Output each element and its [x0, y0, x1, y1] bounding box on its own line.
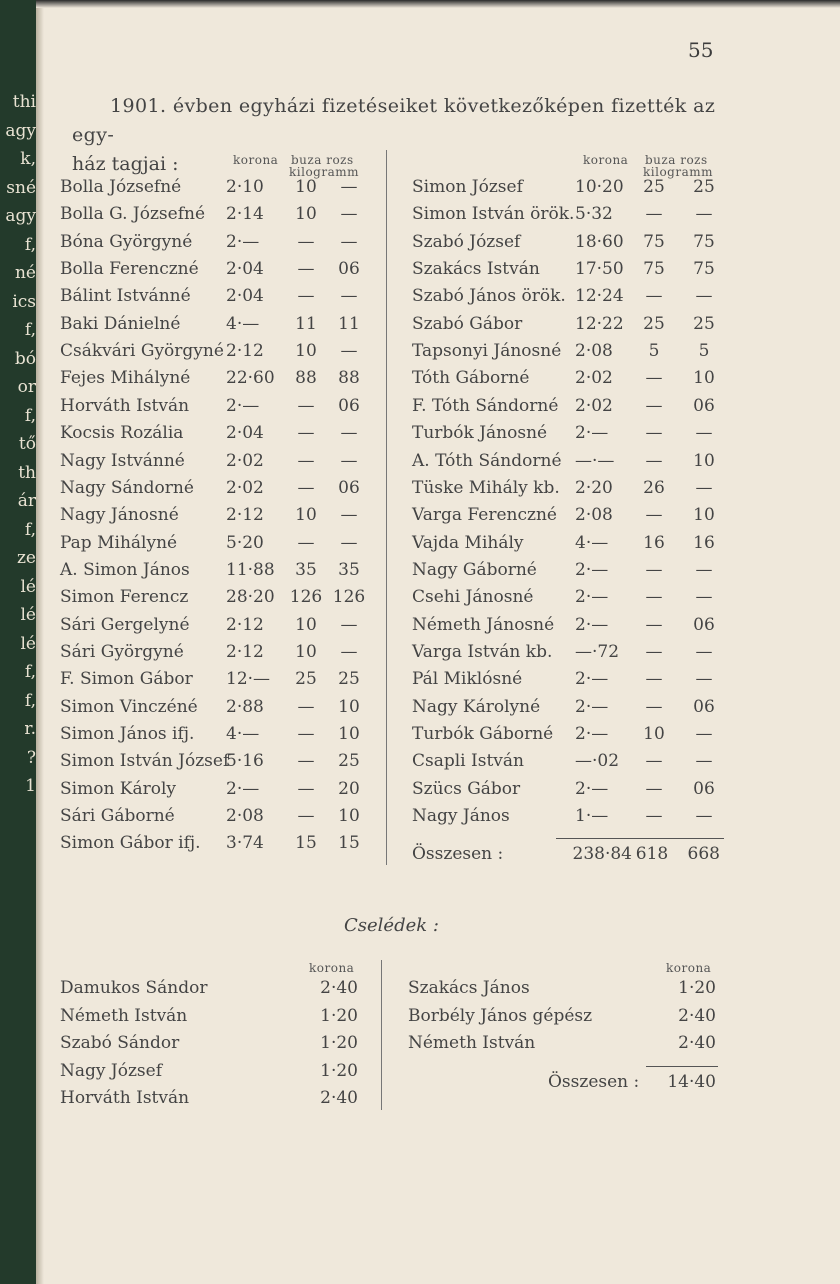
- buza-value: 15: [295, 833, 317, 854]
- rozs-value: —: [340, 505, 358, 526]
- intro-line: ház tagjai :: [72, 153, 179, 175]
- buza-value: 10: [295, 614, 317, 635]
- rozs-value: —: [695, 286, 713, 307]
- buza-value: —: [297, 231, 315, 252]
- korona-value: 1·—: [575, 806, 609, 827]
- contributor-name: Turbók Gáborné: [412, 724, 554, 744]
- rozs-value: 75: [693, 231, 715, 252]
- servant-korona: 1·20: [320, 1060, 358, 1081]
- rozs-value: —: [695, 587, 713, 608]
- servant-name: Szakács János: [408, 978, 530, 998]
- contributor-name: Vajda Mihály: [412, 532, 524, 553]
- margin-fragment: f,: [24, 320, 36, 340]
- buza-value: 26: [643, 477, 665, 498]
- rozs-value: 126: [332, 587, 366, 608]
- rozs-value: 06: [338, 395, 360, 416]
- rozs-value: —: [340, 532, 358, 553]
- contributor-name: Szabó János örök.: [412, 286, 566, 307]
- buza-value: —: [297, 696, 315, 717]
- korona-value: 18·60: [575, 231, 624, 252]
- rozs-value: 75: [693, 259, 715, 280]
- servants-total-rule: [646, 1066, 718, 1067]
- servants-column-header: korona: [309, 961, 355, 975]
- buza-value: 25: [643, 313, 665, 334]
- contributor-name: Varga István kb.: [412, 641, 553, 662]
- korona-value: 2·14: [226, 204, 264, 225]
- korona-value: 2·—: [575, 724, 609, 744]
- buza-value: 11: [295, 313, 317, 334]
- buza-value: —: [645, 286, 663, 307]
- buza-value: 10: [295, 177, 317, 197]
- margin-fragment: lé: [20, 605, 36, 625]
- servant-name: Szabó Sándor: [60, 1033, 180, 1053]
- contributor-name: Nagy János: [412, 806, 510, 827]
- buza-value: —: [645, 669, 663, 690]
- buza-value: —: [645, 587, 663, 608]
- buza-value: —: [645, 204, 663, 225]
- rozs-value: —: [695, 423, 713, 444]
- servant-korona: 2·40: [678, 1033, 716, 1053]
- buza-value: —: [645, 395, 663, 416]
- total-korona: 238·84: [572, 844, 632, 864]
- korona-value: 2·12: [226, 614, 264, 635]
- rozs-value: —: [340, 231, 358, 252]
- korona-value: 2·—: [575, 669, 609, 690]
- buza-value: —: [297, 286, 315, 307]
- margin-fragment: or: [17, 377, 36, 397]
- total-rozs: 668: [687, 844, 720, 864]
- buza-value: 25: [295, 669, 317, 690]
- page-top-edge: [36, 0, 840, 8]
- servant-name: Nagy József: [60, 1060, 162, 1081]
- buza-value: 126: [289, 587, 323, 608]
- rozs-value: 10: [338, 806, 360, 827]
- buza-value: —: [297, 778, 315, 799]
- contributor-name: Bálint Istvánné: [60, 286, 191, 307]
- korona-value: 10·20: [575, 177, 624, 197]
- rozs-value: 10: [338, 724, 360, 744]
- contributor-name: Sári Gáborné: [60, 806, 175, 827]
- buza-value: 75: [643, 259, 665, 280]
- rozs-value: 10: [338, 696, 360, 717]
- rozs-value: 5: [698, 341, 710, 362]
- rozs-value: 25: [693, 177, 715, 197]
- buza-value: 10: [643, 724, 665, 744]
- rozs-value: —: [340, 641, 358, 662]
- column-header-kilogramm: kilogramm: [289, 165, 360, 179]
- servant-korona: 2·40: [320, 978, 358, 998]
- korona-value: 4·—: [575, 532, 609, 553]
- buza-value: —: [645, 559, 663, 580]
- margin-fragment: sné: [6, 177, 36, 198]
- contributor-name: Tóth Gáborné: [412, 368, 530, 389]
- intro-line: 1901. évben egyházi fizetéseiket következőképen fizették az egy-: [72, 95, 716, 146]
- korona-value: 2·08: [575, 341, 613, 362]
- rozs-value: —: [695, 751, 713, 772]
- servant-korona: 2·40: [320, 1088, 358, 1108]
- korona-value: 2·—: [575, 696, 609, 717]
- contributor-name: Sári Gergelyné: [60, 614, 190, 635]
- servant-korona: 1·20: [320, 1033, 358, 1053]
- korona-value: —·—: [575, 450, 615, 471]
- margin-fragment: agy: [5, 206, 36, 226]
- contributor-name: Bolla Józsefné: [60, 177, 182, 197]
- column-divider: [386, 150, 387, 865]
- buza-value: —: [645, 778, 663, 799]
- rozs-value: 25: [338, 751, 360, 772]
- buza-value: —: [297, 423, 315, 444]
- rozs-value: 06: [693, 778, 715, 799]
- korona-value: 2·88: [226, 696, 264, 717]
- total-label: Összesen :: [412, 844, 504, 864]
- contributor-name: Nagy Istvánné: [60, 450, 185, 471]
- korona-value: 4·—: [226, 724, 260, 744]
- contributor-name: F. Simon Gábor: [60, 669, 193, 690]
- korona-value: 22·60: [226, 368, 275, 389]
- buza-value: —: [645, 505, 663, 526]
- buza-value: —: [297, 259, 315, 280]
- buza-value: 25: [643, 177, 665, 197]
- margin-fragment: f,: [24, 405, 36, 426]
- rozs-value: —: [695, 724, 713, 744]
- buza-value: —: [645, 806, 663, 827]
- buza-value: —: [645, 641, 663, 662]
- buza-value: 5: [648, 341, 660, 362]
- buza-value: —: [297, 806, 315, 827]
- korona-value: 11·88: [226, 559, 275, 580]
- contributor-name: Szakács István: [412, 259, 540, 280]
- rozs-value: 15: [338, 833, 360, 854]
- buza-value: —: [297, 532, 315, 553]
- rozs-value: —: [340, 286, 358, 307]
- korona-value: 2·02: [575, 395, 613, 416]
- korona-value: 12·24: [575, 286, 624, 307]
- total-rule: [556, 838, 724, 839]
- buza-value: 75: [643, 231, 665, 252]
- rozs-value: —: [695, 477, 713, 498]
- contributor-name: Szabó József: [412, 231, 521, 252]
- contributor-name: Sári Györgyné: [60, 641, 184, 662]
- korona-value: 2·—: [575, 423, 609, 444]
- servant-name: Borbély János gépész: [408, 1005, 593, 1026]
- page-spine-shadow: [36, 0, 44, 1284]
- margin-fragment: f,: [24, 234, 36, 255]
- contributor-name: Tapsonyi Jánosné: [412, 341, 562, 362]
- korona-value: 2·04: [226, 286, 264, 307]
- rozs-value: —: [695, 641, 713, 662]
- korona-value: 2·02: [226, 477, 264, 498]
- rozs-value: —: [340, 177, 358, 197]
- rozs-value: 25: [693, 313, 715, 334]
- total-buza: 618: [635, 844, 669, 864]
- korona-value: 2·10: [226, 177, 264, 197]
- rozs-value: 06: [693, 614, 715, 635]
- margin-fragment: f,: [24, 519, 36, 540]
- korona-value: 2·12: [226, 641, 264, 662]
- korona-value: 2·02: [575, 368, 613, 389]
- rozs-value: 06: [338, 477, 360, 498]
- korona-value: 2·12: [226, 505, 264, 526]
- contributor-name: Simon János ifj.: [60, 724, 195, 744]
- servants-column-divider: [381, 960, 382, 1110]
- contributor-name: Simon Ferencz: [60, 587, 189, 608]
- margin-fragment: agy: [5, 120, 36, 141]
- korona-value: 2·04: [226, 423, 264, 444]
- contributor-name: Csákvári Györgyné: [60, 341, 224, 362]
- buza-value: —: [297, 395, 315, 416]
- contributor-name: Simon István örök.: [412, 204, 575, 225]
- contributor-name: Fejes Mihályné: [60, 368, 191, 389]
- korona-value: 3·74: [226, 833, 264, 854]
- contributor-name: Turbók Jánosné: [412, 423, 548, 444]
- servant-name: Németh István: [60, 1005, 188, 1026]
- column-header-buza-rozs: buza rozs: [645, 153, 708, 167]
- korona-value: 2·—: [226, 231, 260, 252]
- margin-fragment: k,: [20, 149, 36, 169]
- contributor-name: Bóna Györgyné: [60, 231, 193, 252]
- intro-paragraph: [72, 92, 732, 179]
- servant-korona: 1·20: [320, 1005, 358, 1026]
- rozs-value: 10: [693, 450, 715, 471]
- korona-value: 2·—: [575, 614, 609, 635]
- column-header-kilogramm: kilogramm: [643, 165, 714, 179]
- margin-fragment: ár: [17, 491, 36, 511]
- rozs-value: 16: [693, 532, 715, 553]
- margin-fragment: lé: [20, 633, 36, 654]
- buza-value: —: [645, 751, 663, 772]
- rozs-value: 06: [338, 259, 360, 280]
- servants-column-header: korona: [666, 961, 712, 975]
- korona-value: —·02: [575, 751, 620, 772]
- buza-value: 10: [295, 505, 317, 526]
- buza-value: —: [645, 450, 663, 471]
- korona-value: 2·—: [575, 587, 609, 608]
- column-header-korona: korona: [233, 153, 279, 167]
- korona-value: 17·50: [575, 259, 624, 280]
- buza-value: 10: [295, 204, 317, 225]
- rozs-value: —: [340, 450, 358, 471]
- buza-value: —: [297, 724, 315, 744]
- margin-fragment: né: [14, 263, 36, 283]
- rozs-value: 10: [693, 505, 715, 526]
- margin-fragment: ics: [12, 291, 36, 312]
- rozs-value: —: [695, 806, 713, 827]
- korona-value: 2·12: [226, 341, 264, 362]
- contributor-name: A. Tóth Sándorné: [412, 450, 562, 471]
- rozs-value: 35: [338, 559, 360, 580]
- contributor-name: Nagy Sándorné: [60, 477, 194, 498]
- rozs-value: 20: [338, 778, 360, 799]
- contributor-name: Kocsis Rozália: [60, 423, 184, 444]
- contributor-name: Simon Vinczéné: [60, 696, 198, 717]
- contributor-name: Tüske Mihály kb.: [412, 477, 560, 498]
- contributor-name: Simon József: [412, 177, 523, 197]
- contributor-name: Szabó Gábor: [412, 313, 523, 334]
- contributor-name: Varga Ferenczné: [412, 505, 557, 526]
- buza-value: 35: [295, 559, 317, 580]
- korona-value: 5·32: [575, 204, 613, 225]
- korona-value: 2·—: [575, 559, 609, 580]
- buza-value: —: [645, 368, 663, 389]
- rozs-value: —: [695, 204, 713, 225]
- rozs-value: —: [340, 341, 358, 362]
- column-header-buza-rozs: buza rozs: [291, 153, 354, 167]
- contributor-name: Pál Miklósné: [412, 669, 523, 690]
- servant-name: Németh István: [408, 1033, 536, 1053]
- margin-fragment: th: [18, 462, 36, 483]
- rozs-value: —: [340, 204, 358, 225]
- rozs-value: —: [695, 559, 713, 580]
- korona-value: 2·08: [575, 505, 613, 526]
- buza-value: 10: [295, 641, 317, 662]
- buza-value: —: [297, 751, 315, 772]
- korona-value: 5·16: [226, 751, 264, 772]
- buza-value: —: [297, 450, 315, 471]
- servants-total-korona: 14·40: [667, 1072, 716, 1092]
- servant-name: Damukos Sándor: [60, 978, 208, 998]
- margin-fragment: f,: [24, 662, 36, 682]
- korona-value: 2·—: [575, 778, 609, 799]
- buza-value: 16: [643, 532, 665, 553]
- rozs-value: —: [340, 423, 358, 444]
- korona-value: —·72: [575, 641, 620, 662]
- margin-fragment: ze: [16, 548, 36, 568]
- servant-korona: 1·20: [678, 978, 716, 998]
- servants-heading: Cselédek :: [344, 915, 439, 936]
- korona-value: 2·—: [226, 778, 260, 799]
- contributor-name: A. Simon János: [60, 559, 190, 580]
- contributor-name: Nagy Jánosné: [60, 505, 179, 526]
- margin-fragment: f,: [24, 690, 36, 711]
- contributor-name: Horváth István: [60, 395, 190, 416]
- buza-value: —: [297, 477, 315, 498]
- contributor-name: Baki Dánielné: [60, 313, 181, 334]
- korona-value: 12·—: [226, 669, 271, 690]
- margin-fragment: thi: [12, 92, 36, 112]
- buza-value: —: [645, 423, 663, 444]
- margin-fragment: r.: [24, 719, 36, 739]
- korona-value: 2·—: [226, 395, 260, 416]
- contributor-name: Simon Károly: [60, 778, 177, 799]
- rozs-value: 06: [693, 696, 715, 717]
- page-number: 55: [688, 38, 714, 62]
- margin-fragment: lé: [20, 576, 36, 597]
- contributor-name: Simon István József: [60, 751, 230, 772]
- rozs-value: —: [695, 669, 713, 690]
- servant-name: Horváth István: [60, 1088, 190, 1108]
- contributor-name: Nagy Gáborné: [412, 559, 537, 580]
- margin-fragment: tő: [18, 434, 36, 454]
- korona-value: 28·20: [226, 587, 275, 608]
- contributor-name: Csapli István: [412, 751, 524, 772]
- contributor-name: Csehi Jánosné: [412, 587, 534, 608]
- korona-value: 2·20: [575, 477, 613, 498]
- servants-total-label: Összesen :: [548, 1072, 640, 1092]
- margin-fragment: 1: [25, 776, 36, 796]
- buza-value: —: [645, 696, 663, 717]
- rozs-value: 88: [338, 368, 360, 389]
- rozs-value: 11: [338, 313, 360, 334]
- korona-value: 2·02: [226, 450, 264, 471]
- contributor-name: Pap Mihályné: [60, 532, 178, 553]
- contributor-name: F. Tóth Sándorné: [412, 395, 559, 416]
- servant-korona: 2·40: [678, 1005, 716, 1026]
- korona-value: 12·22: [575, 313, 624, 334]
- korona-value: 5·20: [226, 532, 264, 553]
- margin-fragment: bó: [14, 348, 36, 369]
- rozs-value: 06: [693, 395, 715, 416]
- contributor-name: Simon Gábor ifj.: [60, 833, 201, 854]
- margin-fragment: ?: [26, 747, 36, 768]
- korona-value: 2·08: [226, 806, 264, 827]
- contributor-name: Németh Jánosné: [412, 614, 555, 635]
- contributor-name: Szücs Gábor: [412, 778, 521, 799]
- rozs-value: 25: [338, 669, 360, 690]
- korona-value: 2·04: [226, 259, 264, 280]
- buza-value: 10: [295, 341, 317, 362]
- buza-value: 88: [295, 368, 317, 389]
- korona-value: 4·—: [226, 313, 260, 334]
- rozs-value: —: [340, 614, 358, 635]
- column-header-korona: korona: [583, 153, 629, 167]
- contributor-name: Nagy Károlyné: [412, 696, 541, 717]
- buza-value: —: [645, 614, 663, 635]
- contributor-name: Bolla G. Józsefné: [60, 204, 206, 225]
- rozs-value: 10: [693, 368, 715, 389]
- contributor-name: Bolla Ferenczné: [60, 259, 199, 280]
